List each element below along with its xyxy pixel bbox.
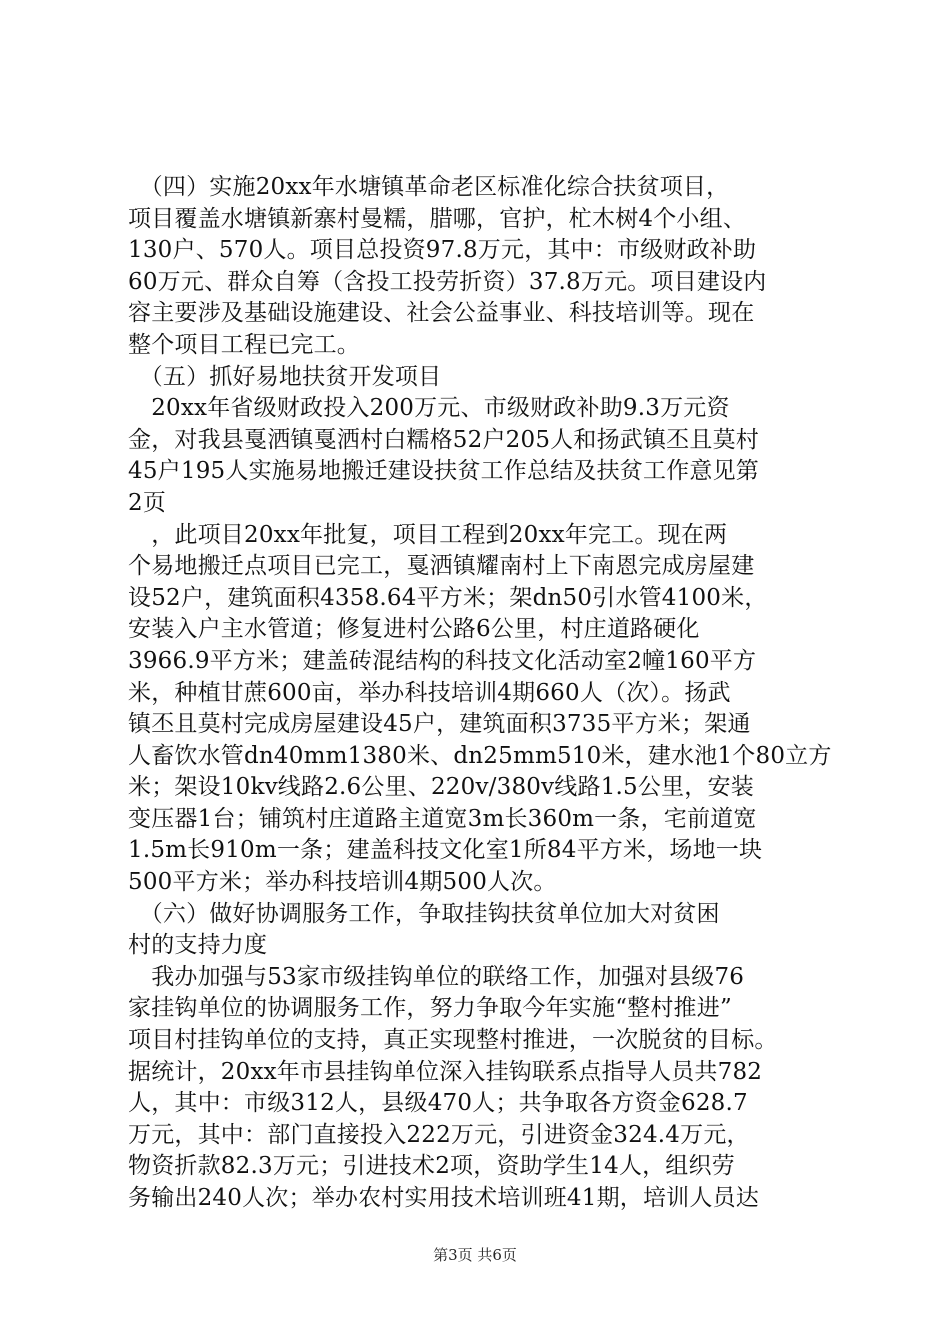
text-line: 500平方米；举办科技培训4期500人次。 bbox=[128, 869, 557, 896]
text-line: 村的支持力度 bbox=[128, 932, 268, 959]
text-line: （五）抓好易地扶贫开发项目 bbox=[128, 363, 442, 390]
text-line: 整个项目工程已完工。 bbox=[128, 331, 360, 358]
text-line: 人畜饮水管dn40mm1380米、dn25mm510米，建水池1个80立方 bbox=[128, 742, 832, 769]
text-line: 物资折款82.3万元；引进技术2项，资助学生14人，组织劳 bbox=[128, 1153, 735, 1180]
text-line: 安装入户主水管道；修复进村公路6公里，村庄道路硬化 bbox=[128, 616, 700, 643]
text-line: （六）做好协调服务工作，争取挂钩扶贫单位加大对贫困 bbox=[128, 900, 720, 927]
text-line: 项目覆盖水塘镇新寨村曼糯，腊哪，官护，杧木树4个小组、 bbox=[128, 205, 747, 232]
text-line: 20xx年省级财政投入200万元、市级财政补助9.3万元资 bbox=[128, 395, 730, 422]
text-line: 米，种植甘蔗600亩，举办科技培训4期660人（次）。扬武 bbox=[128, 679, 731, 706]
text-line: 我办加强与53家市级挂钩单位的联络工作，加强对县级76 bbox=[128, 963, 745, 990]
text-line: ，此项目20xx年批复，项目工程到20xx年完工。现在两 bbox=[128, 521, 728, 548]
text-line: 万元，其中：部门直接投入222万元，引进资金324.4万元， bbox=[128, 1121, 750, 1148]
document-body bbox=[128, 172, 848, 1215]
text-line: 金，对我县戛洒镇戛洒村白糯格52户205人和扬武镇丕且莫村 bbox=[128, 426, 759, 453]
text-line: （四）实施20xx年水塘镇革命老区标准化综合扶贫项目， bbox=[128, 174, 730, 200]
text-line: 1.5m长910m一条；建盖科技文化室1所84平方米，场地一块 bbox=[128, 837, 763, 864]
text-line: 变压器1台；铺筑村庄道路主道宽3m长360m一条，宅前道宽 bbox=[128, 805, 757, 832]
text-line: 项目村挂钩单位的支持，真正实现整村推进，一次脱贫的目标。 bbox=[128, 1027, 778, 1054]
page-footer: 第3页 共6页 bbox=[433, 1246, 517, 1264]
text-line: 130户、570人。项目总投资97.8万元，其中：市级财政补助 bbox=[128, 237, 757, 264]
text-line: 3966.9平方米；建盖砖混结构的科技文化活动室2幢160平方 bbox=[128, 647, 757, 674]
text-line: 人，其中：市级312人，县级470人；共争取各方资金628.7 bbox=[128, 1090, 748, 1117]
text-line: 据统计，20xx年市县挂钩单位深入挂钩联系点指导人员共782 bbox=[128, 1058, 763, 1085]
text-line: 60万元、群众自筹（含投工投劳折资）37.8万元。项目建设内 bbox=[128, 268, 767, 295]
text-line: 个易地搬迁点项目已完工，戛洒镇耀南村上下南恩完成房屋建 bbox=[128, 553, 755, 580]
text-line: 容主要涉及基础设施建设、社会公益事业、科技培训等。现在 bbox=[128, 300, 755, 327]
text-line: 2页 bbox=[128, 489, 167, 516]
text-line: 镇丕且莫村完成房屋建设45户，建筑面积3735平方米；架通 bbox=[128, 711, 751, 738]
text-line: 务输出240人次；举办农村实用技术培训班41期，培训人员达 bbox=[128, 1185, 759, 1211]
text-line: 设52户，建筑面积4358.64平方米；架dn50引水管4100米， bbox=[128, 584, 768, 611]
text-line: 家挂钩单位的协调服务工作，努力争取今年实施“整村推进” bbox=[128, 995, 732, 1022]
text-line: 45户195人实施易地搬迁建设扶贫工作总结及扶贫工作意见第 bbox=[128, 458, 759, 485]
text-line: 米；架设10kv线路2.6公里、220v/380v线路1.5公里，安装 bbox=[128, 774, 754, 801]
